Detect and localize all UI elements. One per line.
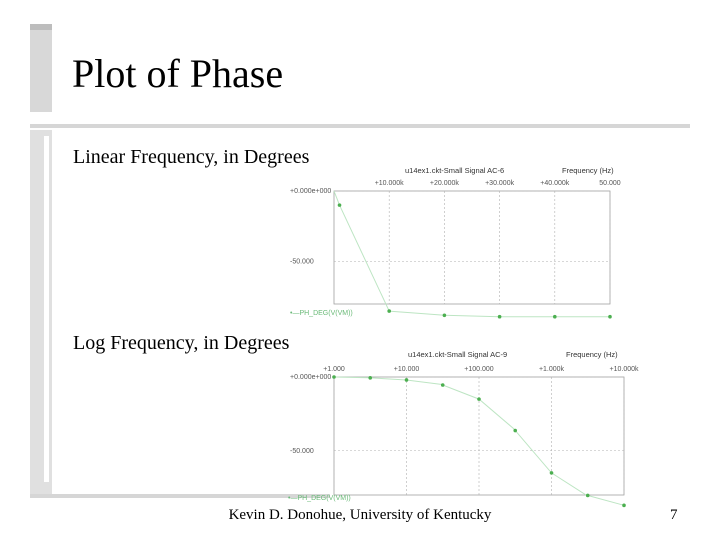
log-phase-chart: [280, 344, 639, 504]
data-point: [441, 383, 445, 387]
data-point: [443, 314, 447, 318]
content-frame-inner: [44, 136, 49, 482]
slide-title: Plot of Phase: [72, 51, 284, 96]
legend-label: PH_DEG(V(VM)): [299, 310, 353, 317]
legend-entry: [288, 495, 351, 502]
x-tick-label: +20.000k: [429, 180, 459, 187]
x-tick-label: +10.000k: [374, 180, 404, 187]
data-point: [332, 375, 336, 379]
y-tick-label: +0.000e+000: [290, 188, 332, 195]
data-point: [338, 203, 342, 207]
data-point: [586, 494, 590, 498]
y-tick-label: -50.000: [290, 258, 314, 266]
section-heading-linear: Linear Frequency, in Degrees: [73, 146, 310, 168]
data-point: [498, 315, 502, 319]
data-point: [550, 471, 554, 475]
section-heading-log: Log Frequency, in Degrees: [73, 332, 290, 354]
data-point: [368, 376, 372, 380]
data-point: [608, 315, 612, 319]
page-number: 7: [670, 507, 678, 523]
data-point: [553, 315, 557, 319]
x-tick-label: +1.000: [323, 366, 345, 373]
x-tick-label: +100.000: [464, 366, 494, 373]
legend-marker: •—: [290, 310, 300, 317]
y-tick-label: -50.000: [290, 447, 314, 455]
x-tick-label: 50.000: [599, 180, 621, 187]
data-point: [405, 378, 409, 382]
data-point: [387, 309, 391, 313]
x-tick-label: +40.000k: [540, 180, 570, 187]
chart-title: u14ex1.ckt-Small Signal AC-9: [408, 350, 508, 359]
slide-frame-accent-top: [30, 24, 52, 30]
chart-title: u14ex1.ckt-Small Signal AC-6: [405, 166, 505, 175]
x-tick-label: +1.000k: [538, 366, 565, 373]
data-point: [513, 429, 517, 433]
x-axis-label: Frequency (Hz): [566, 350, 618, 359]
slide-frame-accent: [30, 24, 52, 112]
x-tick-label: +30.000k: [485, 180, 515, 187]
legend-entry: [290, 310, 353, 317]
x-tick-label: +10.000: [393, 366, 420, 373]
y-tick-label: +0.000e+000: [290, 374, 332, 381]
linear-phase-chart: [280, 158, 620, 320]
data-point: [477, 397, 481, 401]
series-line: [334, 191, 610, 317]
plot-area: [334, 191, 610, 304]
legend-label: PH_DEG(V(VM)): [297, 495, 351, 502]
footer-credit: Kevin D. Donohue, University of Kentucky: [228, 507, 492, 523]
x-axis-label: Frequency (Hz): [562, 166, 614, 175]
x-tick-label: +10.000k: [609, 366, 639, 373]
legend-marker: •—: [288, 495, 298, 502]
